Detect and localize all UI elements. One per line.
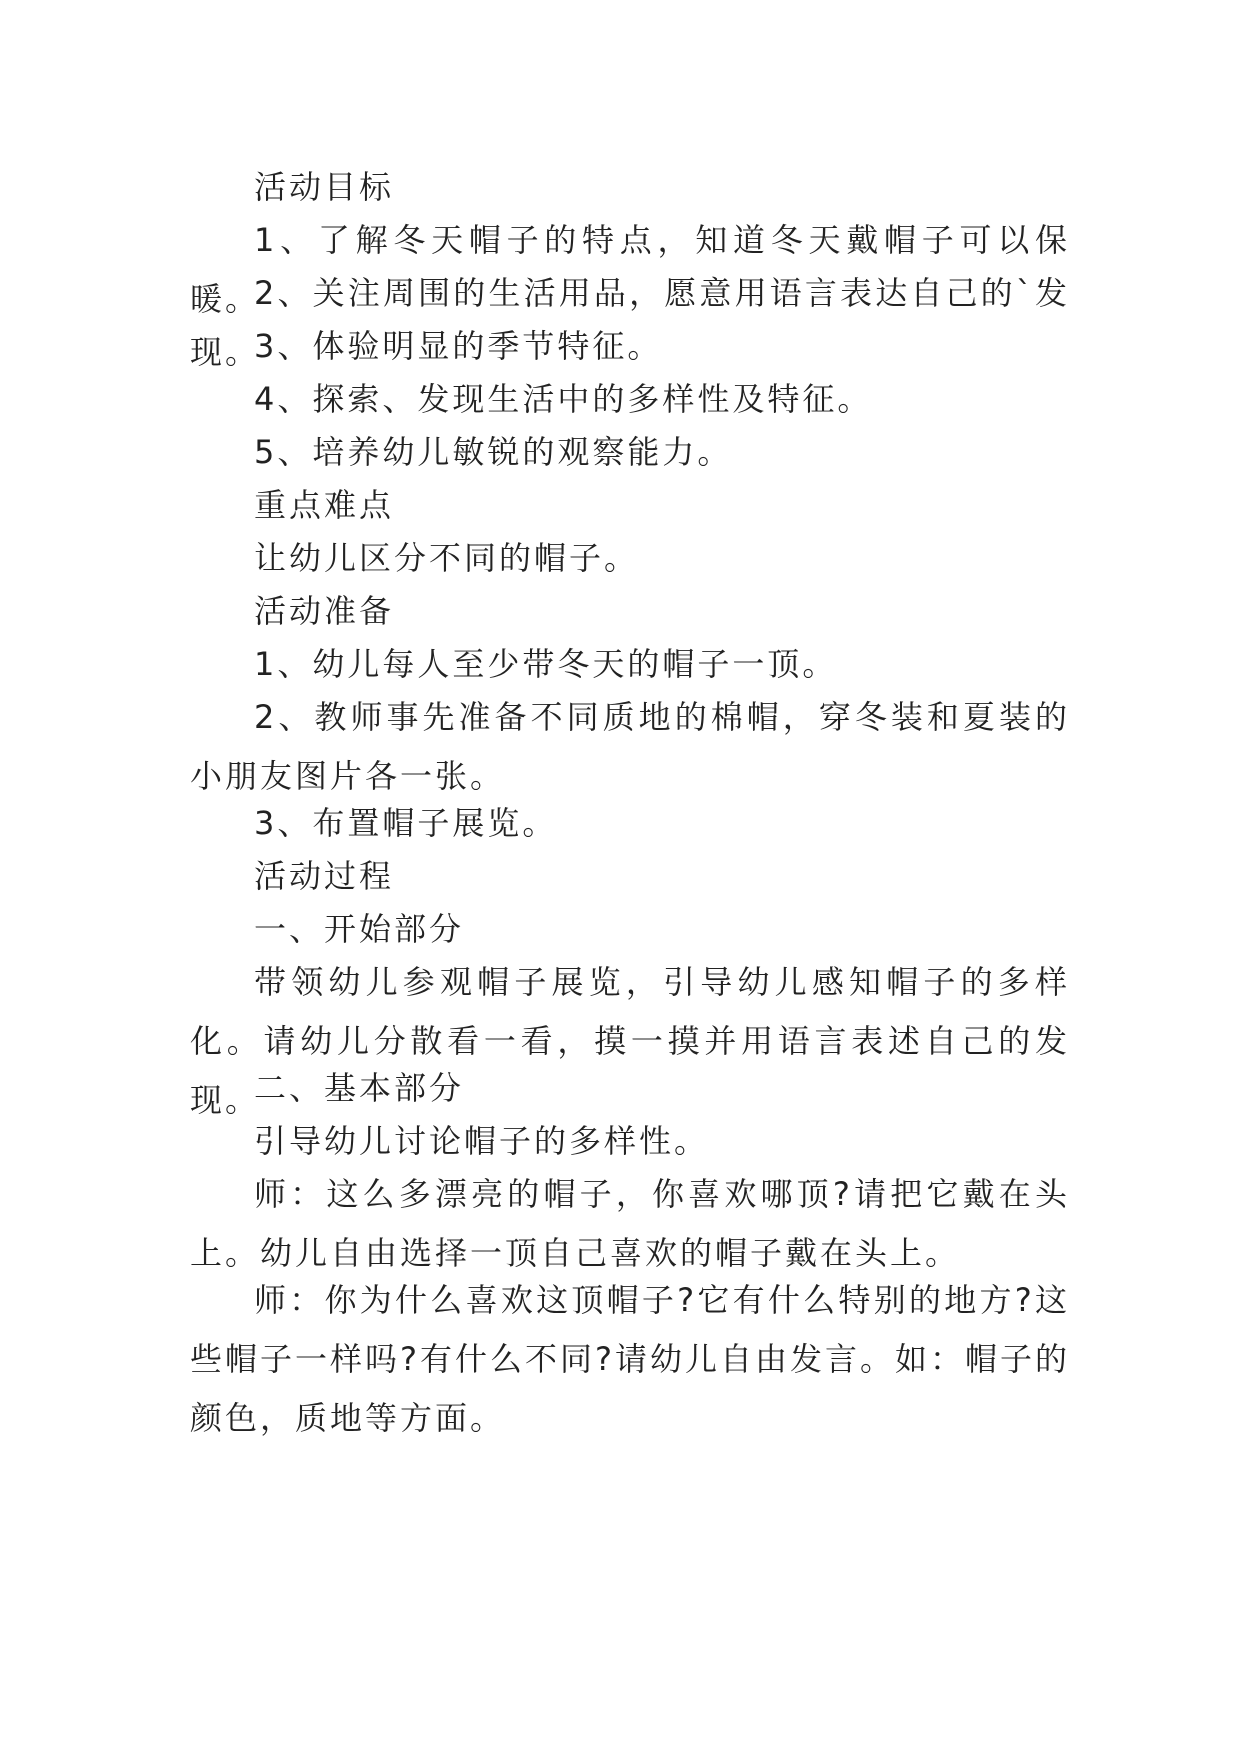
goal-item-3: 3、体验明显的季节特征。 bbox=[254, 327, 663, 365]
prep-item-3: 3、布置帽子展览。 bbox=[254, 804, 558, 842]
heading-process: 活动过程 bbox=[254, 857, 395, 895]
basic-intro-paragraph: 引导幼儿讨论帽子的多样性。 bbox=[254, 1122, 710, 1160]
prep-item-1: 1、幼儿每人至少带冬天的帽子一顶。 bbox=[254, 645, 838, 683]
prep-item-2: 2、教师事先准备不同质地的棉帽，穿冬装和夏装的小朋友图片各一张。 bbox=[190, 698, 1070, 795]
goal-item-5: 5、培养幼儿敏锐的观察能力。 bbox=[254, 433, 733, 471]
key-point-text: 让幼儿区分不同的帽子。 bbox=[254, 539, 640, 577]
goal-item-1: 1、了解冬天帽子的特点，知道冬天戴帽子可以保暖。 bbox=[190, 221, 1070, 318]
heading-activity-goals: 活动目标 bbox=[254, 168, 395, 206]
section-heading-basic: 二、基本部分 bbox=[254, 1069, 465, 1107]
section-heading-opening: 一、开始部分 bbox=[254, 910, 465, 948]
opening-paragraph: 带领幼儿参观帽子展览，引导幼儿感知帽子的多样化。请幼儿分散看一看，摸一摸并用语言表述自己的发现。 bbox=[190, 963, 1070, 1119]
teacher-dialogue-2: 师：你为什么喜欢这顶帽子?它有什么特别的地方?这些帽子一样吗?有什么不同?请幼儿自由发言。如：帽子的颜色，质地等方面。 bbox=[190, 1281, 1070, 1437]
heading-preparation: 活动准备 bbox=[254, 592, 395, 630]
teacher-dialogue-1: 师：这么多漂亮的帽子，你喜欢哪顶?请把它戴在头上。幼儿自由选择一顶自己喜欢的帽子戴在头上。 bbox=[190, 1175, 1070, 1272]
goal-item-4: 4、探索、发现生活中的多样性及特征。 bbox=[254, 380, 873, 418]
goal-item-2: 2、关注周围的生活用品，愿意用语言表达自己的`发现。 bbox=[190, 274, 1070, 371]
heading-key-points: 重点难点 bbox=[254, 486, 395, 524]
